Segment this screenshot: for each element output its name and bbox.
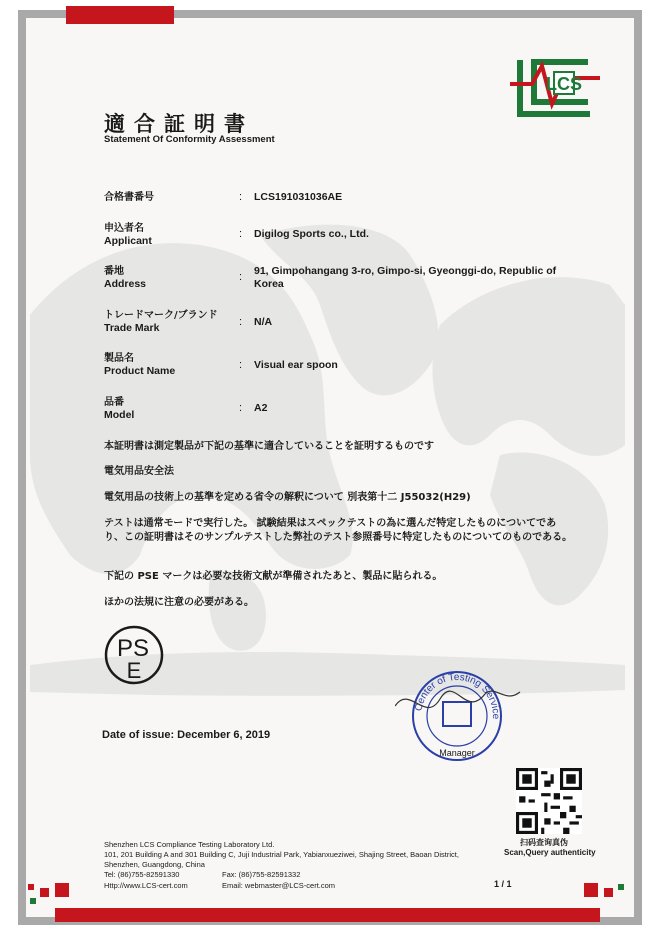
decor-square	[618, 884, 624, 890]
decor-square	[604, 888, 613, 897]
footer-address-2: Shenzhen, Guangdong, China	[104, 860, 205, 869]
pse-mark-icon	[100, 624, 170, 686]
bottom-red-bar	[55, 908, 600, 922]
decor-square	[30, 898, 36, 904]
logo-text: LCS	[546, 74, 582, 94]
decor-square	[55, 883, 69, 897]
statement-standard: 電気用品の技術上の基準を定める省令の解釈について 別表第十二 J55032(H29)	[104, 492, 471, 503]
title-english: Statement Of Conformity Assessment	[104, 134, 275, 145]
testing-center-stamp	[395, 664, 525, 764]
lcs-logo-icon	[510, 52, 600, 120]
field-label-address: 番地 Address	[104, 266, 147, 290]
colon: :	[239, 316, 243, 328]
statement-test-mode: テストは通常モードで実行した。 試験結果はスペックテストの為に選んだ特定したものについてであり、この証明書はそのサンプルテストした弊社のテスト参照番号に特定したものについてのものである。	[104, 518, 573, 543]
footer-website[interactable]: Http://www.LCS-cert.com	[104, 881, 188, 890]
field-label-trade-mark: トレードマーク/ブランド Trade Mark	[104, 310, 218, 334]
colon: :	[239, 271, 243, 283]
field-label-cert-number: 合格書番号	[104, 192, 154, 203]
decor-square	[28, 884, 34, 890]
footer-company: Shenzhen LCS Compliance Testing Laboratory Ltd.	[104, 840, 275, 849]
field-value-applicant: Digilog Sports co., Ltd.	[254, 228, 369, 240]
decor-square	[584, 883, 598, 897]
field-value-trade-mark: N/A	[254, 316, 273, 328]
field-label-product-name: 製品名 Product Name	[104, 353, 176, 377]
stamp-manager: Manager	[439, 748, 475, 758]
colon: :	[239, 228, 243, 240]
stamp-ring-text: Center of Testing Service	[413, 671, 502, 720]
qr-code[interactable]	[516, 768, 582, 834]
colon: :	[239, 359, 243, 371]
field-value-product-name: Visual ear spoon	[254, 359, 338, 371]
field-value-cert-number: LCS191031036AE	[254, 191, 343, 203]
decor-square	[40, 888, 49, 897]
statement-pse-mark: 下記の PSE マークは必要な技術文献が準備されたあと、製品に貼られる。	[104, 571, 443, 582]
statement-law: 電気用品安全法	[104, 466, 174, 477]
field-value-address: 91, Gimpohangang 3-ro, Gimpo-si, Gyeonggi-do, Republic of Korea	[254, 265, 557, 290]
title-japanese: 適合証明書	[104, 112, 254, 136]
field-label-applicant: 申込者名 Applicant	[104, 223, 152, 247]
date-of-issue: Date of issue: December 6, 2019	[102, 729, 271, 741]
footer-fax: Fax: (86)755-82591332	[222, 870, 301, 879]
qr-caption-ja: 扫码查询真伪	[520, 838, 568, 847]
field-label-model: 品番 Model	[104, 397, 135, 421]
page-number: 1 / 1	[494, 879, 512, 889]
pse-mark-bottom: E	[126, 658, 142, 683]
field-value-model: A2	[254, 402, 268, 414]
footer-email[interactable]: Email: webmaster@LCS-cert.com	[222, 881, 336, 890]
colon: :	[239, 402, 243, 414]
footer-tel: Tel: (86)755-82591330	[104, 870, 180, 879]
statement-conformity: 本証明書は測定製品が下記の基準に適合していることを証明するものです	[104, 441, 434, 452]
statement-other-laws: ほかの法規に注意の必要がある。	[104, 597, 254, 608]
footer-address-1: 101, 201 Building A and 301 Building C, Juji Industrial Park, Yabianxueziwei, Shajing Street, Baoan District,	[104, 850, 459, 859]
qr-caption-en: Scan,Query authenticity	[504, 848, 596, 857]
colon: :	[239, 191, 243, 203]
pse-mark-top: PS	[116, 635, 150, 662]
top-red-bar	[66, 6, 174, 24]
